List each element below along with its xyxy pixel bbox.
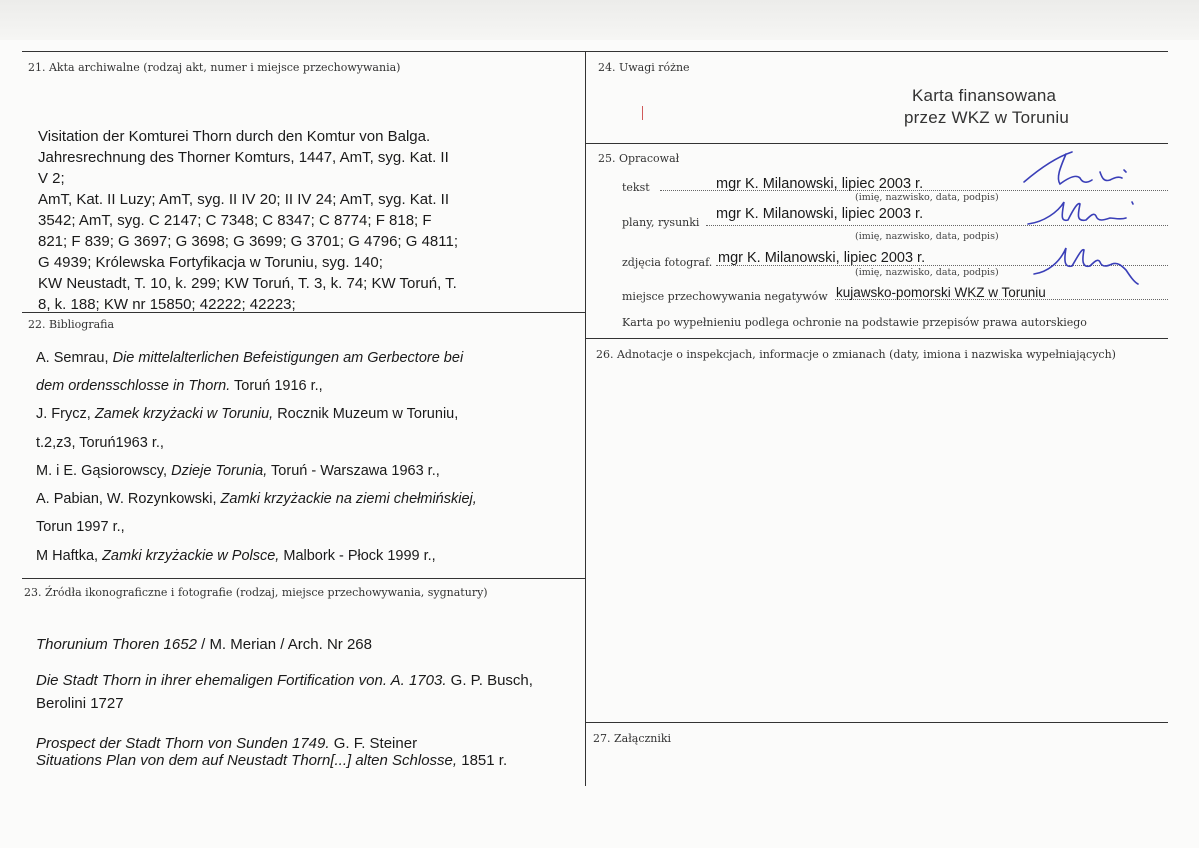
iconography-title: Thorunium Thoren 1652	[36, 636, 197, 653]
rule-23-top	[22, 578, 585, 579]
plany-value: mgr K. Milanowski, lipiec 2003 r.	[716, 206, 924, 222]
archive-line: AmT, Kat. II Luzy; AmT, syg. II IV 20; II IV 24; AmT, syg. Kat. II	[38, 191, 449, 208]
archive-line: V 2;	[38, 170, 65, 187]
bibliography-entry	[36, 548, 436, 564]
zdjecia-value: mgr K. Milanowski, lipiec 2003 r.	[718, 250, 926, 266]
bibliography-text: M Haftka,	[36, 548, 103, 564]
bibliography-title: Zamki krzyżackie w Polsce,	[102, 548, 280, 564]
archive-line: KW Neustadt, T. 10, k. 299; KW Toruń, T. 3, k. 74; KW Toruń, T.	[38, 275, 457, 292]
signature-1	[1020, 148, 1140, 194]
section-27-label: 27. Załączniki	[593, 732, 672, 745]
bibliography-text: M. i E. Gąsiorowscy,	[36, 463, 172, 479]
tekst-value: mgr K. Milanowski, lipiec 2003 r.	[716, 176, 924, 192]
plany-hint: (imię, nazwisko, data, podpis)	[855, 231, 999, 242]
red-mark	[642, 106, 643, 120]
iconography-title: Prospect der Stadt Thorn von Sunden 1749.	[36, 735, 330, 752]
bibliography-entry	[36, 463, 440, 479]
archive-line: Visitation der Komturei Thorn durch den Komtur von Balga.	[38, 128, 431, 145]
bibliography-title: Die mittelalterlichen Befeistigungen am Gerbectore bei	[112, 350, 464, 366]
rule-top	[22, 51, 1168, 52]
section-25-label: 25. Opracował	[598, 152, 680, 165]
tekst-label: tekst	[622, 181, 650, 194]
rule-25-top	[585, 143, 1168, 144]
bibliography-entry	[36, 406, 458, 422]
iconography-entry	[36, 672, 533, 689]
bibliography-entry	[36, 519, 125, 535]
bibliography-title: dem ordensschlosse in Thorn.	[36, 378, 231, 394]
rule-27-top	[585, 722, 1168, 723]
archive-line: 821; F 839; G 3697; G 3698; G 3699; G 3701; G 4796; G 4811;	[38, 233, 459, 250]
iconography-text: 1851 r.	[457, 752, 508, 769]
bibliography-text: Torun 1997 r.,	[36, 519, 125, 535]
bibliography-text: Toruń - Warszawa 1963 r.,	[267, 463, 440, 479]
iconography-text: G. P. Busch,	[446, 672, 533, 689]
bibliography-entry	[36, 378, 323, 394]
archive-line: Jahresrechnung des Thorner Komturs, 1447, AmT, syg. Kat. II	[38, 149, 449, 166]
archive-line: G 4939; Królewska Fortyfikacja w Toruniu, syg. 140;	[38, 254, 383, 271]
bibliography-text: J. Frycz,	[36, 406, 95, 422]
copyright-notice: Karta po wypełnieniu podlega ochronie na podstawie przepisów prawa autorskiego	[622, 316, 1087, 329]
zdjecia-hint: (imię, nazwisko, data, podpis)	[855, 267, 999, 278]
bibliography-text: A. Semrau,	[36, 350, 113, 366]
iconography-entry	[36, 695, 124, 712]
bibliography-title: Zamek krzyżacki w Toruniu,	[94, 406, 274, 422]
signature-2	[1024, 196, 1144, 236]
negatywy-value: kujawsko-pomorski WKZ w Toruniu	[836, 285, 1046, 300]
negatywy-label: miejsce przechowywania negatywów	[622, 290, 828, 303]
funding-stamp-line1: Karta finansowana	[912, 86, 1057, 105]
funding-stamp-line2: przez WKZ w Toruniu	[904, 108, 1070, 127]
section-23-label: 23. Źródła ikonograficzne i fotografie (rodzaj, miejsce przechowywania, sygnatury)	[24, 586, 488, 599]
bibliography-text: t.2,z3, Toruń1963 r.,	[36, 435, 164, 451]
tekst-hint: (imię, nazwisko, data, podpis)	[855, 192, 999, 203]
section-26-label: 26. Adnotacje o inspekcjach, informacje o zmianach (daty, imiona i nazwiska wypełniających)	[596, 348, 1116, 361]
iconography-text: Berolini 1727	[36, 695, 124, 712]
bibliography-text: Rocznik Muzeum w Toruniu,	[273, 406, 459, 422]
iconography-text: / M. Merian / Arch. Nr 268	[196, 636, 372, 653]
bibliography-title: Zamki krzyżackie na ziemi chełmińskiej,	[220, 491, 477, 507]
zdjecia-label: zdjęcia fotograf.	[622, 256, 713, 269]
bibliography-text: A. Pabian, W. Rozynkowski,	[36, 491, 221, 507]
rule-26-top	[585, 338, 1168, 339]
bibliography-title: Dzieje Torunia,	[171, 463, 268, 479]
bibliography-entry	[36, 435, 164, 451]
section-21-label: 21. Akta archiwalne (rodzaj akt, numer i miejsce przechowywania)	[28, 61, 401, 74]
iconography-title: Situations Plan von dem auf Neustadt Thorn[...] alten Schlosse,	[36, 752, 458, 769]
section-21-content	[38, 126, 458, 315]
iconography-text: G. F. Steiner	[329, 735, 418, 752]
bibliography-entry	[36, 350, 463, 366]
bibliography-text: Malbork - Płock 1999 r.,	[279, 548, 436, 564]
iconography-entry	[36, 735, 417, 752]
archive-line: 3542; AmT, syg. C 2147; C 7348; C 8347; C 8774; F 818; F	[38, 212, 432, 229]
bibliography-text: Toruń 1916 r.,	[230, 378, 323, 394]
bibliography-entry	[36, 491, 477, 507]
iconography-entry	[36, 752, 507, 769]
section-22-label: 22. Bibliografia	[28, 318, 115, 331]
iconography-title: Die Stadt Thorn in ihrer ehemaligen Fortification von. A. 1703.	[36, 672, 447, 689]
signature-3	[1030, 236, 1140, 288]
scan-top-edge	[0, 0, 1199, 40]
plany-label: plany, rysunki	[622, 216, 700, 229]
section-24-label: 24. Uwagi różne	[598, 61, 690, 74]
archive-line: 8, k. 188; KW nr 15850; 42222; 42223;	[38, 296, 296, 313]
iconography-entry	[36, 636, 372, 653]
rule-center	[585, 51, 586, 786]
